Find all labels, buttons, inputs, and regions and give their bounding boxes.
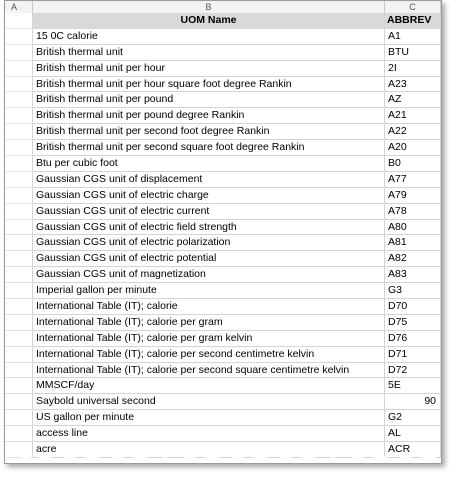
cell-uom-name[interactable]: British thermal unit per pound degree Rankin — [33, 108, 385, 124]
cell-uom-name[interactable]: Gaussian CGS unit of magnetization — [33, 267, 385, 283]
cell-a[interactable] — [5, 235, 33, 251]
cell-a[interactable] — [5, 29, 33, 45]
cell-a[interactable] — [5, 204, 33, 220]
cell-abbrev[interactable]: A77 — [385, 172, 441, 188]
cell-uom-name[interactable]: International Table (IT); calorie per gram kelvin — [33, 331, 385, 347]
cell-abbrev[interactable]: AZ — [385, 92, 441, 108]
cell-abbrev[interactable]: BTU — [385, 45, 441, 61]
table-row — [5, 77, 441, 93]
cell-abbrev[interactable]: A21 — [385, 108, 441, 124]
cell-abbrev[interactable]: A20 — [385, 140, 441, 156]
cell-a[interactable] — [5, 220, 33, 236]
cell-a[interactable] — [5, 13, 33, 29]
cell-uom-name[interactable]: Gaussian CGS unit of electric field strength — [33, 220, 385, 236]
cell-uom-name[interactable]: Gaussian CGS unit of electric potential — [33, 251, 385, 267]
table-row — [5, 92, 441, 108]
table-row — [5, 29, 441, 45]
table-row — [5, 283, 441, 299]
table-row — [5, 378, 441, 394]
table-row — [5, 394, 441, 410]
table-row — [5, 235, 441, 251]
cell-a[interactable] — [5, 283, 33, 299]
table-row — [5, 331, 441, 347]
cell-a[interactable] — [5, 92, 33, 108]
cell-abbrev[interactable]: D76 — [385, 331, 441, 347]
cell-abbrev[interactable]: A23 — [385, 77, 441, 93]
cell-uom-name[interactable]: British thermal unit per pound — [33, 92, 385, 108]
table-row — [5, 220, 441, 236]
cell-a[interactable] — [5, 124, 33, 140]
cell-abbrev[interactable]: D72 — [385, 363, 441, 379]
cell-uom-name[interactable]: International Table (IT); calorie per second square centimetre kelvin — [33, 363, 385, 379]
cell-a[interactable] — [5, 331, 33, 347]
cell-uom-name[interactable]: British thermal unit — [33, 45, 385, 61]
table-row — [5, 188, 441, 204]
data-rows — [5, 29, 441, 458]
table-row — [5, 204, 441, 220]
table-row — [5, 299, 441, 315]
cell-abbrev[interactable]: D75 — [385, 315, 441, 331]
table-row — [5, 315, 441, 331]
cell-uom-name[interactable]: acre — [33, 442, 385, 458]
column-header-a[interactable]: A — [5, 1, 33, 13]
cell-abbrev[interactable]: A81 — [385, 235, 441, 251]
cell-a[interactable] — [5, 45, 33, 61]
cell-uom-name[interactable]: International Table (IT); calorie per second centimetre kelvin — [33, 347, 385, 363]
table-row — [5, 61, 441, 77]
header-row — [5, 13, 441, 29]
cell-uom-name[interactable]: Saybold universal second — [33, 394, 385, 410]
cell-a[interactable] — [5, 363, 33, 379]
cell-a[interactable] — [5, 378, 33, 394]
cell-a[interactable] — [5, 172, 33, 188]
cell-uom-name[interactable]: US gallon per minute — [33, 410, 385, 426]
cell-a[interactable] — [5, 140, 33, 156]
cell-abbrev[interactable]: B0 — [385, 156, 441, 172]
cell-a[interactable] — [5, 251, 33, 267]
cell-abbrev[interactable]: G3 — [385, 283, 441, 299]
table-row — [5, 124, 441, 140]
header-abbrev[interactable]: ABBREV — [385, 13, 441, 29]
column-header-c[interactable]: C — [385, 1, 441, 13]
cell-uom-name[interactable]: Gaussian CGS unit of electric current — [33, 204, 385, 220]
cell-a[interactable] — [5, 61, 33, 77]
table-row — [5, 45, 441, 61]
cell-abbrev[interactable]: 90 — [385, 394, 441, 410]
cell-abbrev[interactable]: A80 — [385, 220, 441, 236]
cell-uom-name[interactable]: Imperial gallon per minute — [33, 283, 385, 299]
torn-edge — [5, 453, 441, 463]
cell-uom-name[interactable]: International Table (IT); calorie — [33, 299, 385, 315]
cell-abbrev[interactable]: A78 — [385, 204, 441, 220]
cell-abbrev[interactable]: G2 — [385, 410, 441, 426]
cell-uom-name[interactable]: International Table (IT); calorie per gram — [33, 315, 385, 331]
table-row — [5, 410, 441, 426]
cell-uom-name[interactable]: access line — [33, 426, 385, 442]
cell-a[interactable] — [5, 77, 33, 93]
cell-abbrev[interactable]: D70 — [385, 299, 441, 315]
header-uom-name[interactable]: UOM Name — [33, 13, 385, 29]
table-row — [5, 251, 441, 267]
cell-abbrev[interactable]: A79 — [385, 188, 441, 204]
table-row — [5, 172, 441, 188]
cell-a[interactable] — [5, 394, 33, 410]
table-row — [5, 140, 441, 156]
cell-a[interactable] — [5, 347, 33, 363]
cell-abbrev[interactable]: AL — [385, 426, 441, 442]
column-header-b[interactable]: B — [33, 1, 385, 13]
cell-uom-name[interactable]: Gaussian CGS unit of electric polarization — [33, 235, 385, 251]
cell-uom-name[interactable]: 15 0C calorie — [33, 29, 385, 45]
cell-a[interactable] — [5, 108, 33, 124]
cell-a[interactable] — [5, 315, 33, 331]
cell-uom-name[interactable]: British thermal unit per second foot degree Rankin — [33, 124, 385, 140]
spreadsheet — [4, 0, 442, 464]
cell-abbrev[interactable]: 5E — [385, 378, 441, 394]
table-row — [5, 347, 441, 363]
cell-a[interactable] — [5, 426, 33, 442]
cell-abbrev[interactable]: ACR — [385, 442, 441, 458]
cell-uom-name[interactable]: British thermal unit per hour — [33, 61, 385, 77]
table-row — [5, 267, 441, 283]
cell-a[interactable] — [5, 188, 33, 204]
cell-a[interactable] — [5, 410, 33, 426]
cell-abbrev[interactable]: 2I — [385, 61, 441, 77]
cell-abbrev[interactable]: D71 — [385, 347, 441, 363]
cell-uom-name[interactable]: Btu per cubic foot — [33, 156, 385, 172]
cell-abbrev[interactable]: A1 — [385, 29, 441, 45]
cell-abbrev[interactable]: A83 — [385, 267, 441, 283]
cell-uom-name[interactable]: British thermal unit per hour square foot degree Rankin — [33, 77, 385, 93]
table-row — [5, 426, 441, 442]
sheet-rows — [5, 13, 441, 458]
cell-uom-name[interactable]: MMSCF/day — [33, 378, 385, 394]
cell-uom-name[interactable]: Gaussian CGS unit of displacement — [33, 172, 385, 188]
table-row — [5, 156, 441, 172]
cell-uom-name[interactable]: British thermal unit per second square foot degree Rankin — [33, 140, 385, 156]
cell-a[interactable] — [5, 299, 33, 315]
table-row — [5, 108, 441, 124]
table-row — [5, 363, 441, 379]
cell-a[interactable] — [5, 156, 33, 172]
cell-abbrev[interactable]: A82 — [385, 251, 441, 267]
cell-a[interactable] — [5, 267, 33, 283]
cell-abbrev[interactable]: A22 — [385, 124, 441, 140]
cell-uom-name[interactable]: Gaussian CGS unit of electric charge — [33, 188, 385, 204]
